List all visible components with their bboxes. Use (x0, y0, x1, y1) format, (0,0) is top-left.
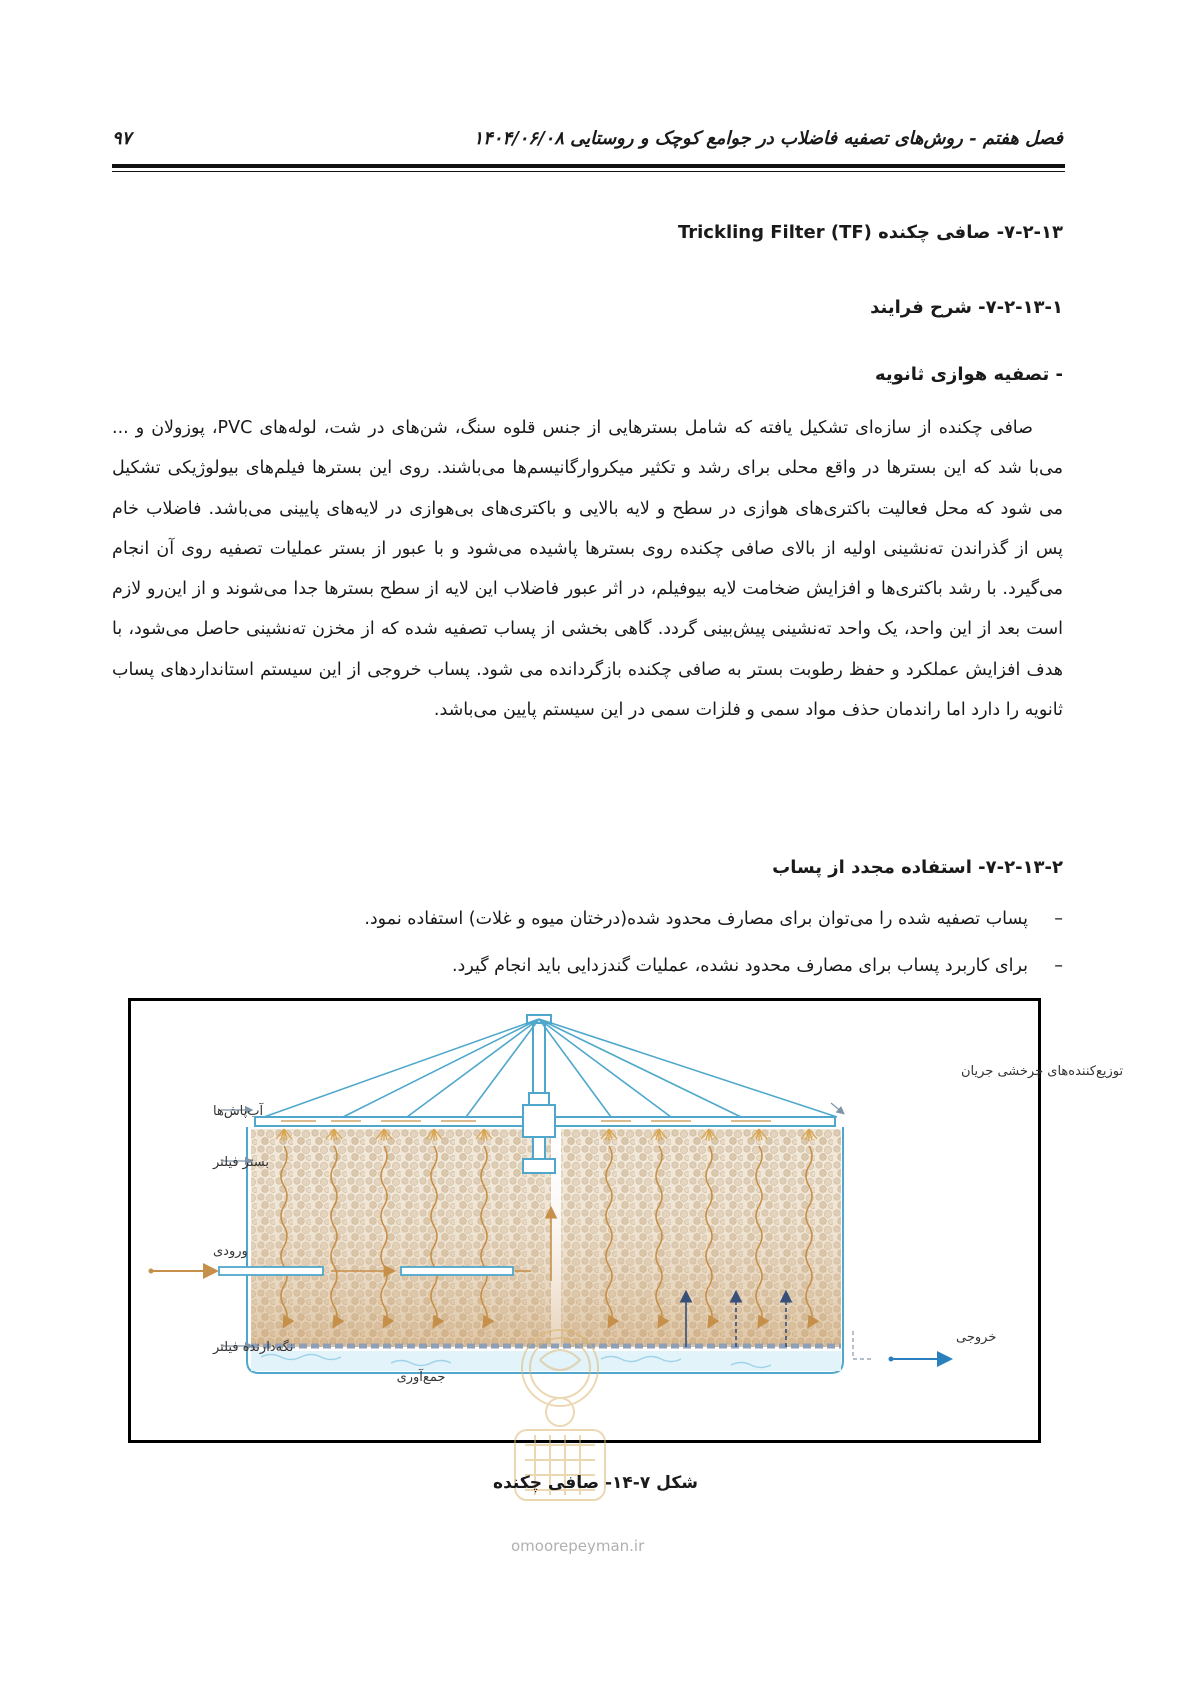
page-number: ۹۷ (112, 128, 132, 149)
label-filter-bed: بستر فیلتر (213, 1155, 269, 1170)
header-rule-thin (112, 171, 1065, 172)
subsection-heading-reuse: ۷-۲-۱۳-۲- استفاده مجدد از پساب (772, 857, 1063, 878)
label-outlet: خروجی (956, 1330, 997, 1345)
section-heading: ۷-۲-۱۳- صافی چکنده Trickling Filter (TF) (677, 222, 1063, 243)
body-paragraph (112, 408, 1063, 730)
subsection-label: - تصفیه هوازی ثانویه (874, 364, 1063, 385)
bullet-item: – پساب تصفیه شده را می‌توان برای مصارف محدود شده(درختان میوه و غلات) استفاده نمود. (364, 896, 1063, 943)
bullet-item: – برای کاربرد پساب برای مصارف محدود نشده، عملیات گندزدایی باید انجام گیرد. (364, 943, 1063, 990)
label-sprinklers: آب‌پاش‌ها (213, 1104, 264, 1119)
reuse-bullet-list (364, 896, 1063, 990)
label-collection: جمع‌آوری (396, 1370, 446, 1385)
label-filter-support: نگه‌دارنده فیلتر (213, 1340, 294, 1355)
paragraph-text: صافی چکنده از سازه‌ای تشکیل یافته که شامل بسترهایی از جنس قلوه سنگ، شن‌های در شت، لوله‌های PVC، پوزولان و ... می‌با شد که این بسترها در واقع محلی برای رشد و تکثیر میکروارگانیسم‌ها می‌باشند. روی این بسترها فیلم‌های بیولوژیکی تشکیل می شود که محل فعالیت باکتری‌های هوازی در سطح و لایه بالایی و باکتری‌های بی‌هوازی در لایه‌های پایینی می‌باشد. فاضلاب خام پس از گذراندن ته‌نشینی اولیه از بالای صافی چکنده روی بسترها پاشیده می‌شود و با عبور از بستر عملیات تصفیه روی آن انجام می‌گیرد. با رشد باکتری‌ها و افزایش ضخامت لایه بیوفیلم، در اثر عبور فاضلاب این لایه از سطح بسترها جدا می‌شوند و از این‌رو لازم است بعد از این واحد، یک واحد ته‌نشینی پیش‌بینی گردد. گاهی بخشی از پساب تصفیه شده که از مخزن ته‌نشینی حاصل می‌شود، با هدف افزایش عملکرد و حفظ رطوبت بستر به صافی چکنده بازگردانده می شود. پساب خروجی از این سیستم استانداردهای پساب ثانویه را دارد اما راندمان حذف مواد سمی و فلزات سمی در این سیستم پایین می‌باشد. (112, 418, 1063, 721)
label-rotary-distributors: توزیع‌کننده‌های چرخشی جریان (961, 1064, 1124, 1079)
header-rule-thick (112, 164, 1065, 168)
subsection-heading-process: ۷-۲-۱۳-۱- شرح فرایند (870, 297, 1063, 318)
label-inlet: ورودی (213, 1244, 248, 1259)
figure-caption: شکل ۷-۱۴- صافی چکنده (493, 1473, 698, 1493)
running-header-title: فصل هفتم - روش‌های تصفیه فاضلاب در جوامع کوچک و روستایی ۱۴۰۴/۰۶/۰۸ (473, 128, 1063, 149)
watermark-url: omoorepeyman.ir (511, 1537, 645, 1555)
distributor-hub (523, 1105, 555, 1137)
support-cables (264, 1019, 837, 1117)
inlet-pipe (219, 1267, 323, 1275)
